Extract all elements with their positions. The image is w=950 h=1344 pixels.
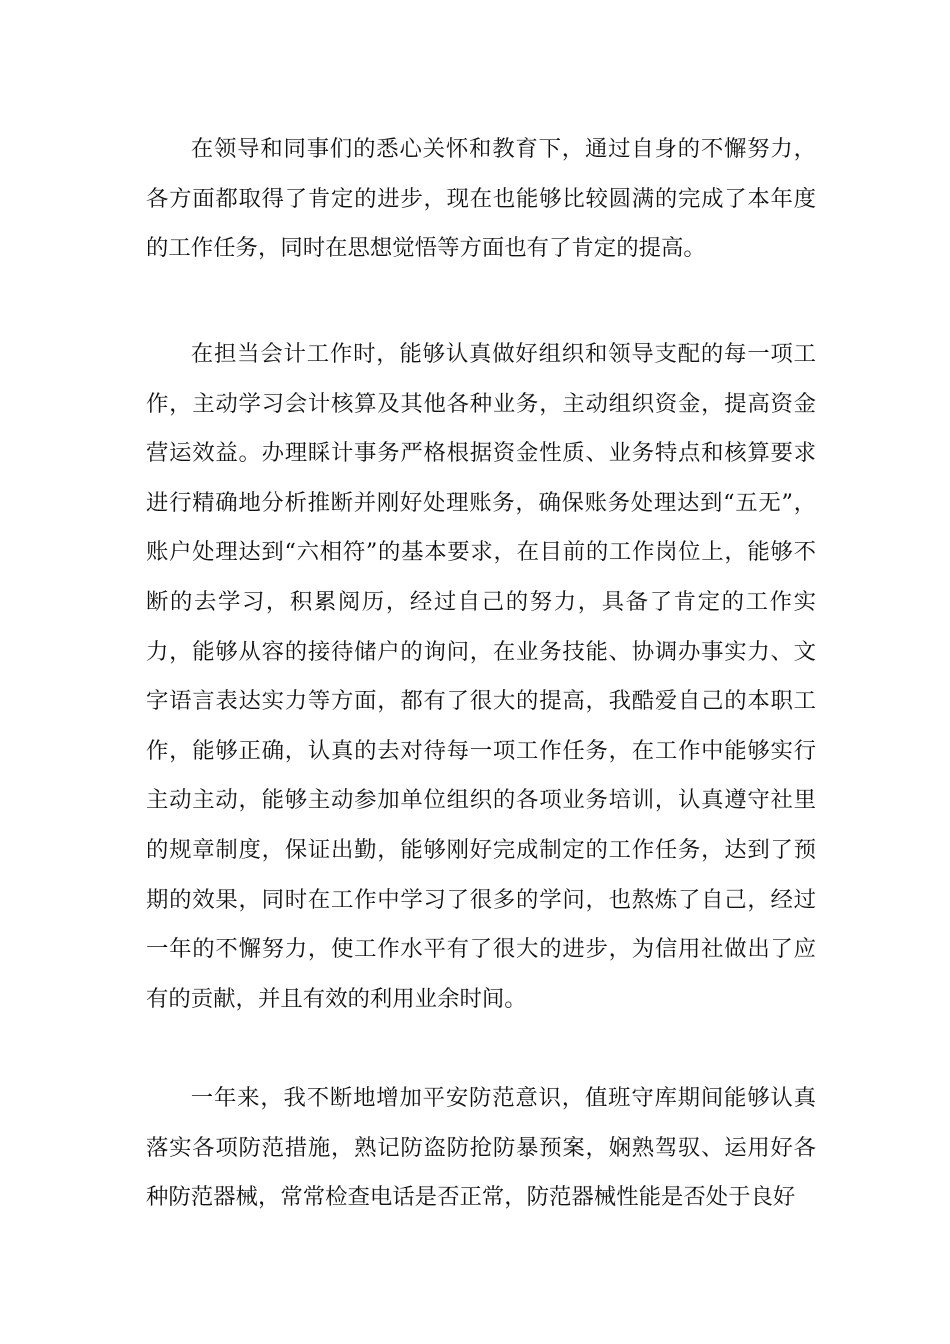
paragraph-work-summary-intro: 在领导和同事们的悉心关怀和教育下，通过自身的不懈努力，各方面都取得了肯定的进步，现在也能够比较圆满的完成了本年度的工作任务，同时在思想觉悟等方面也有了肯定的提高。 — [146, 136, 816, 262]
paragraph-security-awareness: 一年来，我不断地增加平安防范意识，值班守库期间能够认真落实各项防范措施，熟记防盗防抢防暴预案，娴熟驾驭、运用好各种防范器械，常常检查电话是否正常，防范器械性能是否处于良好 — [146, 1085, 816, 1211]
paragraph-accounting-work: 在担当会计工作时，能够认真做好组织和领导支配的每一项工作，主动学习会计核算及其他各种业务，主动组织资金，提高资金营运效益。办理睬计事务严格根据资金性质、业务特点和核算要求进行精确地分析推断并刚好处理账务，确保账务处理达到“五无”，账户处理达到“六相符”的基本要求，在目前的工作岗位上，能够不断的去学习，积累阅历，经过自己的努力，具备了肯定的工作实力，能够从容的接待储户的询问，在业务技能、协调办事实力、文字语言表达实力等方面，都有了很大的提高，我酷爱自己的本职工作，能够正确，认真的去对待每一项工作任务，在工作中能够实行主动主动，能够主动参加单位组织的各项业务培训，认真遵守社里的规章制度，保证出勤，能够刚好完成制定的工作任务，达到了预期的效果，同时在工作中学习了很多的学问，也熬炼了自己，经过一年的不懈努力，使工作水平有了很大的进步，为信用社做出了应有的贡献，并且有效的利用业余时间。 — [146, 341, 816, 1012]
